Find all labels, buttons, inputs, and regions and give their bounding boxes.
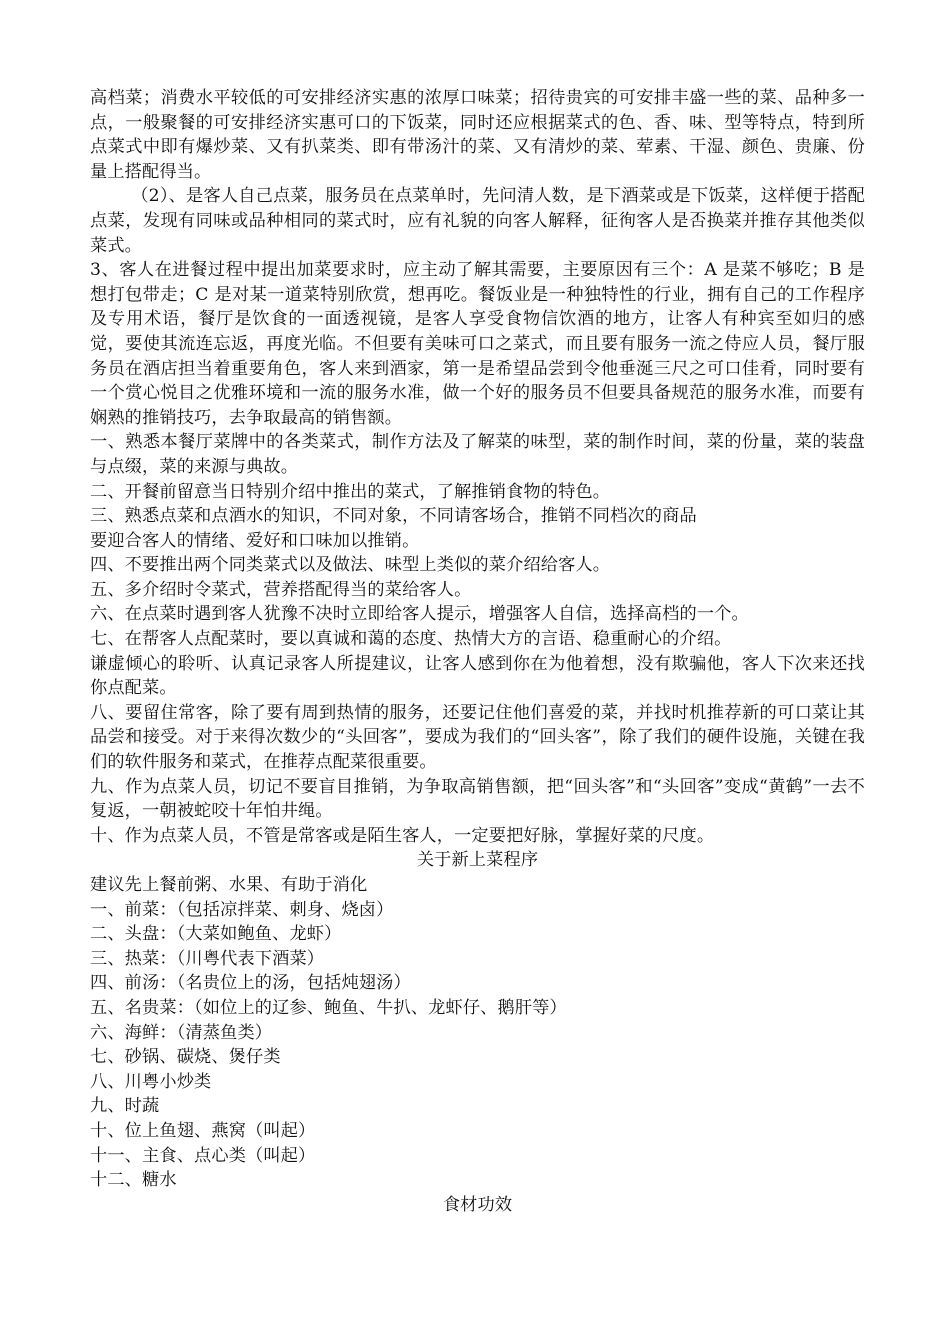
rule-item: 五、多介绍时令菜式，营养搭配得当的菜给客人。 — [90, 579, 472, 600]
rule-item: 七、在帮客人点配菜时，要以真诚和蔼的态度、热情大方的言语、稳重耐心的介绍。 — [90, 629, 732, 650]
serving-step: 十、位上鱼翅、燕窝（叫起） — [90, 1120, 316, 1141]
rule-item: 要迎合客人的情绪、爱好和口味加以推销。 — [90, 530, 420, 551]
document-page — [90, 86, 865, 1217]
serving-step: 二、头盘：（大菜如鲍鱼、龙虾） — [90, 924, 342, 945]
rule-item: 谦虚倾心的聆听、认真记录客人所提建议，让客人感到你在为他着想，没有欺骗他，客人下次来还找你点配菜。 — [90, 653, 865, 699]
serving-step: 六、海鲜：（清蒸鱼类） — [90, 1022, 273, 1043]
serving-step: 三、热菜：（川粤代表下酒菜） — [90, 948, 325, 969]
serving-step: 十一、主食、点心类（叫起） — [90, 1145, 316, 1166]
rule-item: 八、要留住常客，除了要有周到热情的服务，还要记住他们喜爱的菜，并找时机推荐新的可口菜让其品尝和接受。对于来得次数少的“头回客”，要成为我们的“回头客”，除了我们的硬件设施，关键在我们的软件服务和菜式，在推荐点配菜很重要。 — [90, 702, 865, 773]
paragraph-dish-pairing: 高档菜；消费水平较低的可安排经济实惠的浓厚口味菜；招待贵宾的可安排丰盛一些的菜、品种多一点，一般聚餐的可安排经济实惠可口的下饭菜，同时还应根据菜式的色、香、味、型等特点，特到所点菜式中即有爆炒菜、又有扒菜类、即有带汤汁的菜、又有清炒的菜、荤素、干湿、颜色、贵廉、份量上搭配得当。 — [90, 88, 865, 182]
rule-item: 一、熟悉本餐厅菜牌中的各类菜式，制作方法及了解菜的味型，菜的制作时间，菜的份量，菜的装盘与点缀，菜的来源与典故。 — [90, 432, 865, 477]
serving-step: 十二、糖水 — [90, 1170, 177, 1191]
serving-step: 九、时蔬 — [90, 1096, 160, 1117]
paragraph-guest-ordering: （2）、是客人自己点菜，服务员在点菜单时，先问清人数，是下酒菜或是下饭菜，这样便于搭配点菜，发现有同味或品种相同的菜式时，应有礼貌的向客人解释，征徇客人是否换菜并推存其他类似菜式。 — [90, 186, 865, 256]
section-title-serving-order: 关于新上菜程序 — [416, 850, 539, 871]
serving-step: 七、砂锅、碳烧、煲仔类 — [90, 1047, 281, 1068]
rule-item: 九、作为点菜人员，切记不要盲目推销，为争取高销售额，把“回头客”和“头回客”变成“黄鹤”一去不复返，一朝被蛇咬十年怕井绳。 — [90, 776, 865, 822]
rule-item: 十、作为点菜人员，不管是常客或是陌生客人，一定要把好脉，掌握好菜的尺度。 — [90, 825, 715, 846]
rule-item: 三、熟悉点菜和点酒水的知识，不同对象，不同请客场合，推销不同档次的商品 — [90, 506, 697, 527]
paragraph-extra-dishes: 3、客人在进餐过程中提出加菜要求时，应主动了解其需要，主要原因有三个：A 是菜不够吃；B 是想打包带走；C 是对某一道菜特别欣赏，想再吃。餐饭业是一种独特性的行业，拥有自己的工作程序及专用术语，餐厅是饮食的一面透视镜，是客人享受食物信饮酒的地方，让客人有种宾至如归的感觉，要使其流连忘返，再度光临。不但要有美味可口之菜式，而且要有服务一流之侍应人员，餐厅服务员在酒店担当着重要角色，客人来到酒家，第一是希望品尝到令他垂涎三尺之可口佳肴，同时要有一个赏心悦目之优雅环境和一流的服务水准，做一个好的服务员不但要具备规范的服务水准，而要有娴熟的推销技巧，去争取最高的销售额。 — [90, 260, 865, 428]
serving-step: 一、前菜：（包括凉拌菜、刺身、烧卤） — [90, 899, 394, 920]
rule-item: 二、开餐前留意当日特别介绍中推出的菜式，了解推销食物的特色。 — [90, 481, 611, 502]
rule-item: 四、不要推出两个同类菜式以及做法、味型上类似的菜介绍给客人。 — [90, 555, 611, 576]
serving-step: 八、川粤小炒类 — [90, 1071, 212, 1092]
serving-step: 五、名贵菜：（如位上的辽参、鲍鱼、牛扒、龙虾仔、鹅肝等） — [90, 997, 567, 1018]
rule-item: 六、在点菜时遇到客人犹豫不决时立即给客人提示，增强客人自信，选择高档的一个。 — [90, 604, 749, 625]
serving-step: 四、前汤：（名贵位上的汤，包括炖翅汤） — [90, 973, 411, 994]
section-title-ingredients: 食材功效 — [442, 1194, 513, 1215]
serving-intro: 建议先上餐前粥、水果、有助于消化 — [90, 875, 368, 895]
